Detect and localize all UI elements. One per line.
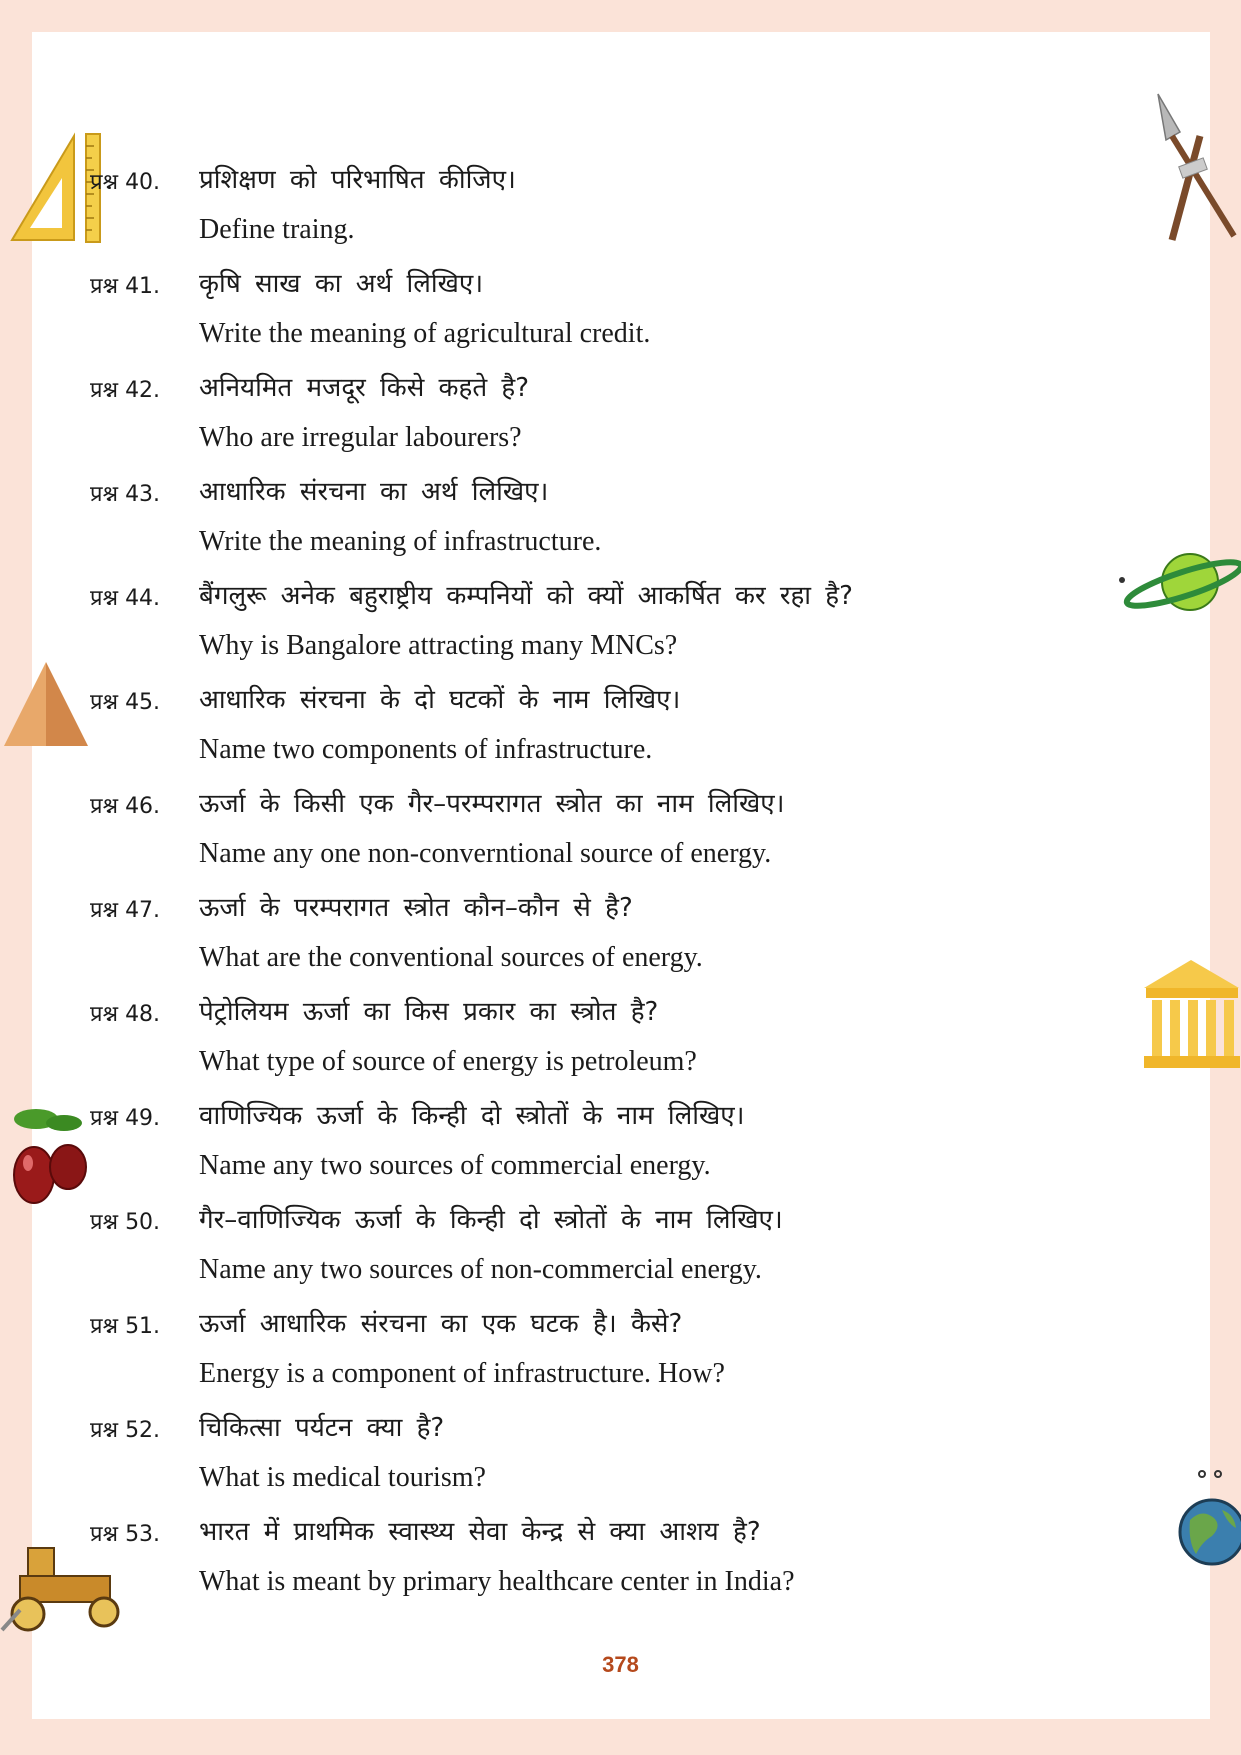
question-text-hindi: ऊर्जा आधारिक संरचना का एक घटक है। कैसे? bbox=[199, 1309, 683, 1339]
question-item bbox=[90, 990, 1090, 1094]
question-number: प्रश्न 53. bbox=[90, 1522, 161, 1547]
question-item bbox=[90, 886, 1090, 990]
question-number: प्रश्न 40. bbox=[90, 170, 161, 195]
question-number: प्रश्न 49. bbox=[90, 1106, 161, 1131]
question-text-hindi: आधारिक संरचना का अर्थ लिखिए। bbox=[199, 477, 549, 507]
question-item bbox=[90, 1198, 1090, 1302]
berries-icon bbox=[6, 1105, 90, 1207]
question-text-english: What are the conventional sources of energy. bbox=[199, 942, 703, 973]
question-text-english: Name two components of infrastructure. bbox=[199, 734, 653, 765]
question-text-english: What is medical tourism? bbox=[199, 1462, 486, 1493]
question-text-english: Name any two sources of non-commercial energy. bbox=[199, 1254, 762, 1285]
question-number: प्रश्न 46. bbox=[90, 794, 161, 819]
question-item bbox=[90, 574, 1090, 678]
question-text-hindi: चिकित्सा पर्यटन क्या है? bbox=[199, 1413, 445, 1443]
question-item bbox=[90, 262, 1090, 366]
question-text-english: Define traing. bbox=[199, 214, 355, 245]
question-text-english: What is meant by primary healthcare center in India? bbox=[199, 1566, 795, 1597]
planet-icon bbox=[1118, 548, 1241, 618]
question-text-hindi: ऊर्जा के किसी एक गैर–परम्परागत स्त्रोत का नाम लिखिए। bbox=[199, 789, 785, 819]
question-text-english: Write the meaning of infrastructure. bbox=[199, 526, 602, 557]
question-number: प्रश्न 41. bbox=[90, 274, 161, 299]
question-text-hindi: प्रशिक्षण को परिभाषित कीजिए। bbox=[199, 165, 516, 195]
question-text-hindi: गैर–वाणिज्यिक ऊर्जा के किन्ही दो स्त्रोतों के नाम लिखिए। bbox=[199, 1205, 783, 1235]
question-text-hindi: अनियमित मजदूर किसे कहते है? bbox=[199, 373, 530, 403]
question-text-english: Why is Bangalore attracting many MNCs? bbox=[199, 630, 678, 661]
question-text-hindi: वाणिज्यिक ऊर्जा के किन्ही दो स्त्रोतों के नाम लिखिए। bbox=[199, 1101, 745, 1131]
question-item bbox=[90, 470, 1090, 574]
question-text-english: Write the meaning of agricultural credit. bbox=[199, 318, 651, 349]
question-text-hindi: पेट्रोलियम ऊर्जा का किस प्रकार का स्त्रोत है? bbox=[199, 997, 659, 1027]
question-number: प्रश्न 44. bbox=[90, 586, 161, 611]
globe-icon bbox=[1172, 1470, 1241, 1570]
question-item bbox=[90, 366, 1090, 470]
question-item bbox=[90, 1094, 1090, 1198]
question-text-english: Name any two sources of commercial energy. bbox=[199, 1150, 711, 1181]
question-text-hindi: आधारिक संरचना के दो घटकों के नाम लिखिए। bbox=[199, 685, 681, 715]
question-item bbox=[90, 1406, 1090, 1510]
question-text-hindi: कृषि साख का अर्थ लिखिए। bbox=[199, 269, 484, 299]
question-list bbox=[90, 158, 1090, 1614]
spear-tools-icon bbox=[1150, 92, 1238, 244]
question-text-hindi: भारत में प्राथमिक स्वास्थ्य सेवा केन्द्र से क्या आशय है? bbox=[199, 1517, 761, 1547]
question-number: प्रश्न 47. bbox=[90, 898, 161, 923]
question-text-english: Energy is a component of infrastructure. How? bbox=[199, 1358, 725, 1389]
question-item bbox=[90, 1302, 1090, 1406]
page-number: 378 bbox=[602, 1652, 639, 1677]
question-item bbox=[90, 1510, 1090, 1614]
question-number: प्रश्न 45. bbox=[90, 690, 161, 715]
question-item bbox=[90, 782, 1090, 886]
question-text-english: Who are irregular labourers? bbox=[199, 422, 522, 453]
question-text-english: Name any one non-converntional source of energy. bbox=[199, 838, 772, 869]
question-text-hindi: बैंगलुरू अनेक बहुराष्ट्रीय कम्पनियों को क्यों आकर्षित कर रहा है? bbox=[199, 581, 853, 611]
question-item bbox=[90, 158, 1090, 262]
question-number: प्रश्न 50. bbox=[90, 1210, 161, 1235]
question-text-english: What type of source of energy is petroleum? bbox=[199, 1046, 697, 1077]
question-number: प्रश्न 51. bbox=[90, 1314, 161, 1339]
question-item bbox=[90, 678, 1090, 782]
question-text-hindi: ऊर्जा के परम्परागत स्त्रोत कौन–कौन से है? bbox=[199, 893, 633, 923]
temple-icon bbox=[1142, 958, 1241, 1070]
question-number: प्रश्न 42. bbox=[90, 378, 161, 403]
pyramid-icon bbox=[2, 660, 90, 748]
question-number: प्रश्न 48. bbox=[90, 1002, 161, 1027]
question-number: प्रश्न 43. bbox=[90, 482, 161, 507]
question-number: प्रश्न 52. bbox=[90, 1418, 161, 1443]
